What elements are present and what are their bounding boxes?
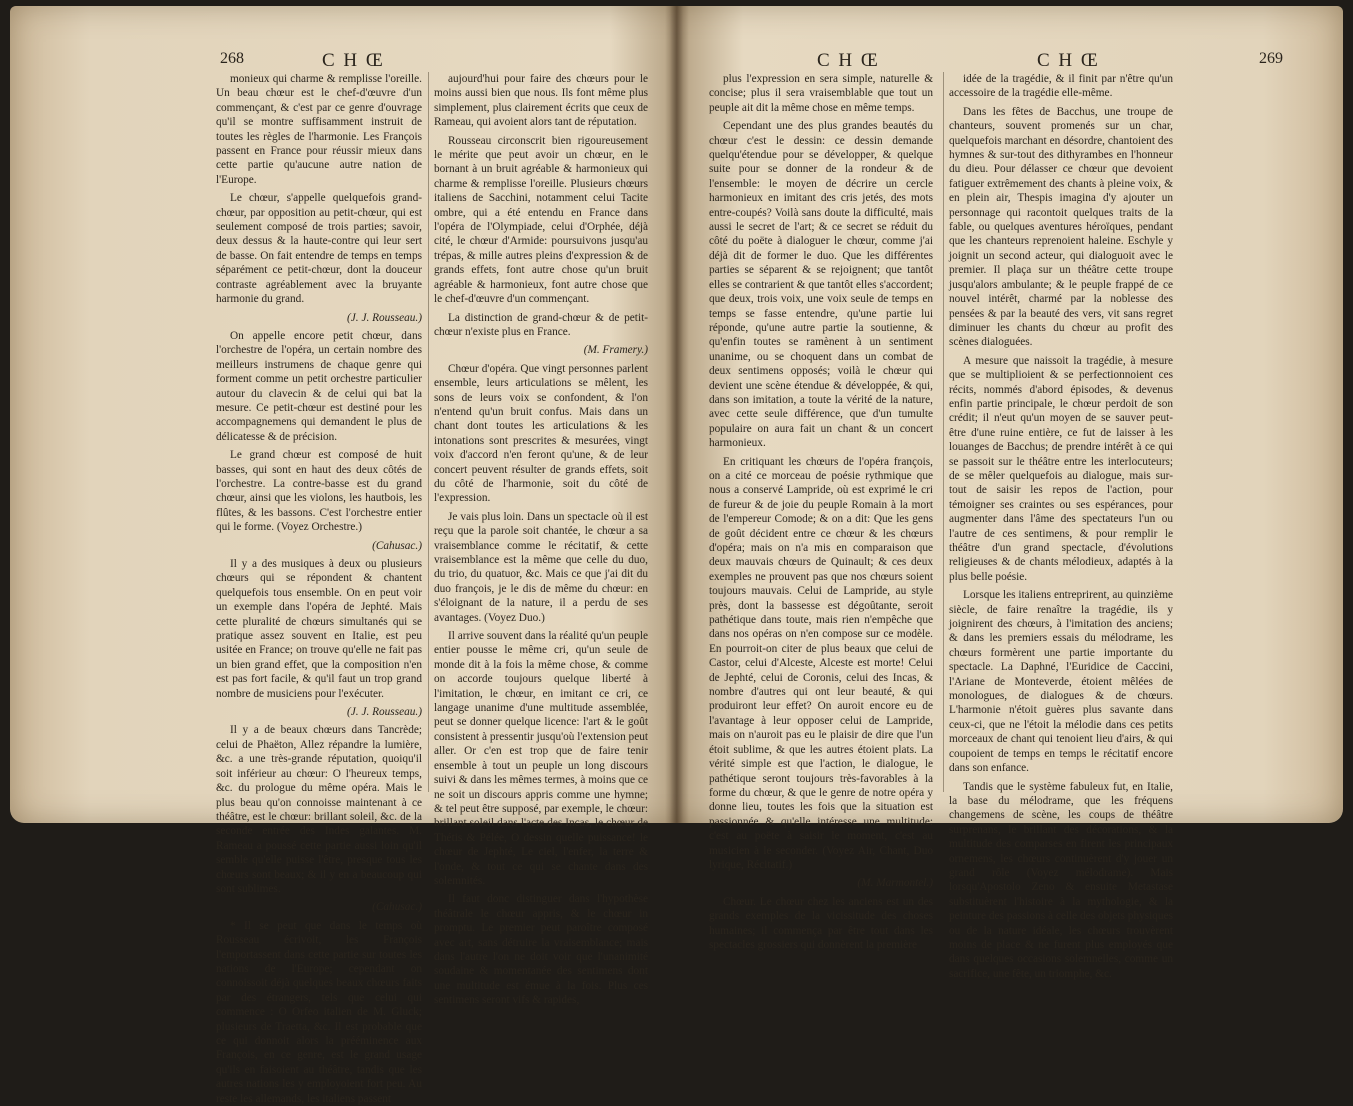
paragraph: Je vais plus loin. Dans un spectacle où il est reçu que la parole soit chantée, le chœur a sa vraisemblance comme le récitatif, & cette vraisemblance est la même que celle du duo, du trio, du quatuor, &c. Mais ce que j'ai dit du duo françois, je le dis de même du chœur: en s'éloignant de la nature, il a perdu de ses avantages. (Voyez Duo.): [434, 510, 648, 624]
right-column-2: [949, 72, 1173, 980]
paragraph: On appelle encore petit chœur, dans l'orchestre de l'opéra, un certain nombre des meilleurs instrumens de chaque genre qui forment comme un petit orchestre particulier autour du clavecin & de celui qui bat la mesure. Ce petit-chœur est destiné pour les accompagnemens qui demandent le plus de délicatesse & de précision.: [216, 329, 422, 443]
paragraph: idée de la tragédie, & il finit par n'être qu'un accessoire de la tragédie elle-même.: [949, 73, 1173, 100]
left-page: [10, 6, 676, 1105]
paragraph: monieux qui charme & remplisse l'oreille. Un beau chœur est le chef-d'œuvre d'un commençant, & c'est par ce genre d'ouvrage qu'il se montre suffisamment instruit de toutes les règles de l'harmonie. Les François passent en France pour réussir mieux dans cette partie qu'aucune autre nation de l'Europe.: [216, 73, 422, 186]
book-spread: [10, 6, 1343, 1105]
running-head: C H Œ: [322, 50, 385, 71]
paragraph: Le grand chœur est composé de huit basses, qui sont en haut des deux côtés de l'orchestre. La contre-basse est du grand chœur, ainsi que les violons, les hautbois, les flûtes, & les bassons. C'est l'orchestre entier qui le forme. (Voyez Orchestre.): [216, 449, 422, 534]
paragraph: Chœur d'opéra. Que vingt personnes parlent ensemble, leurs articulations se mêlent, les sons de leurs voix se confondent, & l'on n'entend qu'un bruit confus. Mais dans un chant dont toutes les articulations & les intonations sont prescrites & mesurées, vingt voix d'accord n'en feront qu'une, & de leur concert peuvent résulter de grands effets, soit du côté de l'harmonie, soit du côté de l'expression.: [434, 362, 648, 505]
paragraph: Il y a des musiques à deux ou plusieurs chœurs qui se répondent & chantent quelquefois tous ensemble. On en peut voir un exemple dans l'opéra de Jephté. Mais cette pluralité de chœurs simultanés qui se pratique assez souvent en Italie, est peu usitée en France; on trouve qu'elle ne fait pas un bien grand effet, que la composition n'en est pas fort facile, & qu'il faut un trop grand nombre de musiciens pour l'exécuter.: [216, 558, 422, 700]
paragraph: En critiquant les chœurs de l'opéra françois, on a cité ce morceau de poésie rythmique que nous a conservé Lampride, où est exprimé le cri de fureur & de joie du peuple Romain à la mort de l'empereur Comode; & on a dit: Que les gens de goût décident entre ce chœur & les chœurs d'opéra; mais on n'a mis en comparaison que deux mauvais chœurs de Quinault; & ces deux exemples ne prouvent pas que nos chœurs soient toujours mauvais. Celui de Lampride, au style près, dont la bassesse est dégoûtante, seroit pathétique dans toute, mais rien n'empêche que dans nos opéras on n'en compose sur ce modèle. En pourroit-on citer de plus beaux que celui de Castor, celui d'Alceste, Alceste est morte! Celui de Jephté, celui de Coronis, celui des Incas, & nombre d'autres qui ont leur beauté, & qui produiront leur effet? On auroit encore eu de l'avantage à leur opposer celui de Lampride, mais on n'auroit pas eu le plaisir de dire que l'un étoit sublime, & que les autres étoient plats. La vérité simple est que l'action, le dialogue, le pathétique seront toujours très-favorables à la forme du chœur, & que le genre de notre opéra y donne lieu, toutes les fois que la situation est passionnée & qu'elle intéresse une multitude: c'est au poëte à saisir le moment, c'est au musicien à le seconder. (Voyez Air, Chant, Duo lyrique, Récitatif.): [709, 455, 933, 871]
running-head-left: C H Œ: [817, 50, 880, 71]
paragraph: (M. Marmontel.): [857, 877, 933, 890]
page-number: 268: [220, 50, 244, 67]
left-column-2: [434, 72, 648, 1007]
paragraph: aujourd'hui pour faire des chœurs pour le moins aussi bien que nous. Ils font même plus simplement, plus clairement écrits que ceux de Rameau, qui avoient alors tant de réputation.: [434, 73, 648, 129]
paragraph: plus l'expression en sera simple, naturelle & concise; plus il sera vraisemblable que tout un peuple ait dit la même chose en même temps.: [709, 73, 933, 114]
left-column-1: [216, 72, 422, 1105]
right-column-1: [709, 72, 933, 951]
running-head-right: C H Œ: [1037, 50, 1100, 71]
column-rule: [428, 72, 429, 792]
paragraph: Cependant une des plus grandes beautés du chœur c'est le dessin: ce dessin demande quelqu'étendue pour se développer, & quelque suite pour se donner de la rondeur & de l'ensemble: le moyen de décrire un cercle harmonieux en imitant des cris jetés, des mots entre-coupés? Voilà sans doute la difficulté, mais aussi le secret de l'art; & ce secret se réduit du côté du poëte à dialoguer le chœur, comme j'ai déjà dit de former le duo. Que les différentes parties se séparent & se rejoignent; que tantôt elles se contrarient & que tantôt elles s'accordent; que deux, trois voix, une voix seule de temps en temps se fasse entendre, qu'une partie lui réponde, qu'une autre partie la soutienne, & qu'enfin toutes se ramènent à un sentiment unanime, ou se choquent dans un combat de deux sentimens opposés; voilà le chœur qui devient une scène étendue & développée, & qui, dans son imitation, a toute la vérité de la nature, avec cette seule différence, que d'un tumulte populaire on aura fait un chant & un concert harmonieux.: [709, 120, 933, 450]
paragraph: Il faut donc distinguer dans l'hypothèse théâtrale le chœur appris, & le chœur in promptu. Le premier peut paroître composé avec art, sans détruire la vraisemblance; mais dans l'autre l'on ne doit voir que l'unanimité soudaine & momentanée des sentimens dont une multitude est émue à la fois. Plus ces sentimens seront vifs & rapides,: [434, 893, 648, 1007]
paragraph: Rousseau circonscrit bien rigoureusement le mérite que peut avoir un chœur, en le bornant à un bruit agréable & harmonieux qui charme & remplisse l'oreille. Plusieurs chœurs italiens de Sacchini, notamment celui Tacite ombre, qui a été entendu en France dans l'opéra de l'Olympiade, celui d'Orphée, déjà cité, le chœur d'Armide: poursuivons jusqu'au trépas, & mille autres pleins d'expression & de grands effets, font autre chose qu'un bruit agréable & harmonieux, font autre chose que le chef-d'œuvre d'un commençant.: [434, 134, 648, 306]
paragraph: (Cahusac.): [372, 901, 422, 914]
paragraph: Dans les fêtes de Bacchus, une troupe de chanteurs, souvent promenés sur un char, quelquefois marchant en désordre, chantoient des hymnes & sur-tout des dithyrambes en l'honneur du dieu. Pour délasser ce chœur que devoient fatiguer extrêmement des chants à pleine voix, & en plein air, Thespis imagina d'y ajouter un personnage qui racontoit quelques traits de la fable, ou quelques aventures héroïques, pendant que les chanteurs reprenoient haleine. Eschyle y joignit un second acteur, qui dialoguoit avec le premier. Il plaça sur un théâtre cette troupe jusqu'alors ambulante; & le peuple frappé de ce nouvel intérêt, charmé par la noblesse des pensées & par la beauté des vers, vit sans regret diminuer les chants du chœur au profit des scènes dialoguées.: [949, 105, 1173, 349]
paragraph: (J. J. Rousseau.): [347, 311, 422, 324]
paragraph: Le chœur, s'appelle quelquefois grand-chœur, par opposition au petit-chœur, qui est seulement composé de trois parties; savoir, deux dessus & la haute-contre qui leur sert de basse. On fait entendre de temps en temps séparément ce petit-chœur, dont la douceur contraste agréablement avec la bruyante harmonie du grand.: [216, 192, 422, 306]
paragraph: (J. J. Rousseau.): [347, 706, 422, 719]
paragraph: A mesure que naissoit la tragédie, à mesure que se multiplioient & se perfectionnoient ces récits, nommés d'abord épisodes, & devenus enfin partie principale, le chœur perdoit de son crédit; il n'eut qu'un moyen de se sauver peut-être d'une ruine entière, ce fut de laisser à les louanges de Bacchus; de prendre intérêt à ce qui se passoit sur le théâtre entre les interlocuteurs; de se mêler quelquefois au dialogue, mais sur-tout de saisir les repos de l'action, pour témoigner ses craintes ou ses espérances, pour augmenter dans l'âme des spectateurs l'un ou l'autre de ces sentimens, & pour remplir le théâtre d'un grand spectacle, d'évolutions religieuses & de chants mélodieux, adaptés à la plus belle poésie.: [949, 354, 1173, 583]
right-page: [677, 6, 1343, 980]
paragraph: (M. Framery.): [583, 344, 648, 357]
paragraph: Chœur. Le chœur chez les anciens est un des grands exemples de la vicissitude des choses humaines; il commença par être tout dans les spectacles grossiers qui donnèrent la première: [709, 895, 933, 951]
paragraph: Il y a de beaux chœurs dans Tancrède; celui de Phaëton, Allez répandre la lumière, &c. a une très-grande réputation, quoiqu'il soit inférieur au chœur: O l'heureux temps, &c. du prologue du même opéra. Mais le plus beau qu'on connoisse maintenant à ce théâtre, est le chœur: brillant soleil, &c. de la seconde entrée des Indes galantes. M. Rameau a poussé cette partie aussi loin qu'il semble qu'elle puisse l'être, presque tous les chœurs sont beaux; & il y en a beaucoup qui sont sublimes.: [216, 724, 422, 895]
page-number: 269: [1259, 50, 1283, 67]
paragraph: La distinction de grand-chœur & de petit-chœur n'existe plus en France.: [434, 311, 648, 338]
paragraph: Tandis que le système fabuleux fut, en Italie, la base du mélodrame, que les fréquens changemens de scène, les coups de théâtre surprenans, le brillant des décorations, & la multitude des comparses en firent les principaux ornemens, les chœurs continuèrent d'y jouer un grand rôle (Voyez mélodrame). Mais lorsqu'Apostolo Zeno & ensuite Metastase substituèrent l'histoire à la mythologie, & la peinture des passions à celle des objets physiques ou de la nature idéale, les chœurs trouvèrent moins de place & ne furent plus employés que dans quelques occasions solemnelles, comme un sacrifice, une fête, un triomphe, &c.: [949, 780, 1173, 980]
paragraph: * Il se peut que dans le temps où Rousseau écrivoit, les François l'emportassent dans cette partie sur toutes les nations de l'Europe; cependant on connoissoit déjà quelques beaux chœurs faits par des étrangers, tels que celui qui commence : O Orfeo italien de M. Gluck; plusieurs de Traetta, &c. Il est probable que ce qui donnoit alors la prééminence aux François, en ce genre, est le grand usage qu'ils en faisoient au théâtre, tandis que les autres nations les y employoient fort peu. Au reste les allemands, les italiens passent: [216, 919, 422, 1105]
paragraph: (Cahusac.): [372, 539, 422, 552]
paragraph: Il arrive souvent dans la réalité qu'un peuple entier pousse le même cri, qu'un seule de monde dit à la fois la même chose, & comme on accorde toujours quelque liberté à l'imitation, le chœur, en imitant ce cri, ce langage unanime d'une multitude assemblée, peut se donner quelque licence: l'art & le goût consistent à pressentir jusqu'où l'extension peut aller. Or c'en est trop que de faire tenir ensemble à tout un peuple un long discours suivi & dans les mêmes termes, à moins que ce ne soit un discours appris comme une hymne; & tel peut être supposé, par exemple, le chœur: brillant soleil dans l'acte des Incas, le chœur de Thétis & Pélée, O dessin quelle puissance! le chœur de Jephté, Le ciel, l'enfer, la terre & l'onde, & tout ce qui se chante dans des solemnités.: [434, 630, 648, 887]
paragraph: Lorsque les italiens entreprirent, au quinzième siècle, de faire renaître la tragédie, ils y joignirent des chœurs, à l'imitation des anciens; & dans les premiers essais du mélodrame, les chœurs formèrent une partie importante du spectacle. La Daphné, l'Euridice de Caccini, l'Ariane de Monteverde, étoient mêlées de monologues, de dialogues & de chœurs. L'harmonie n'étoit guères plus savante dans ceux-ci, que ne l'étoit la mélodie dans ces petits morceaux de chant qui tenoient lieu d'airs, & qui coupoient de temps en temps le récitatif encore dans son enfance.: [949, 589, 1173, 775]
column-rule: [943, 72, 944, 792]
